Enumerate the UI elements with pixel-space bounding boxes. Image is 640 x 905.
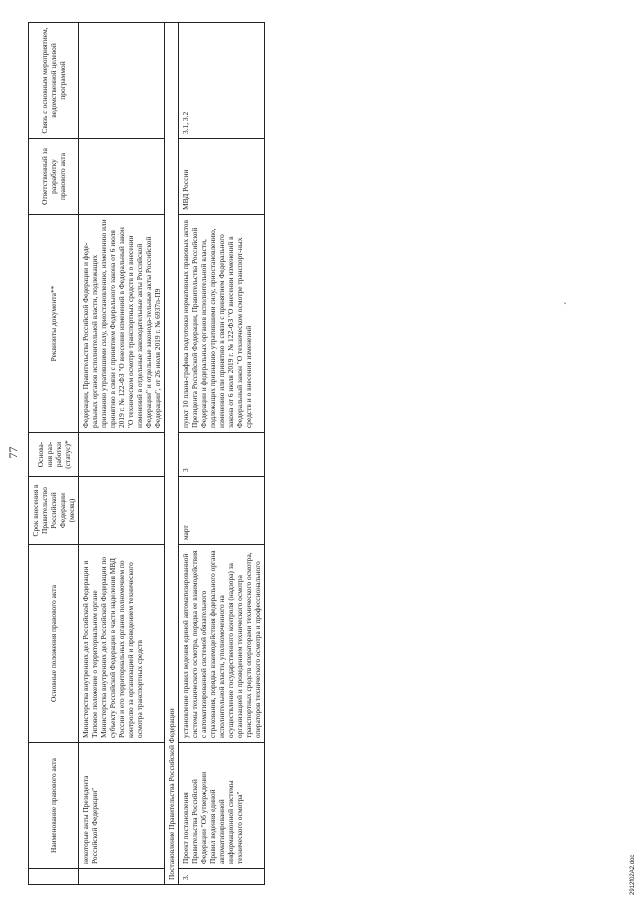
deadline-cell <box>79 477 165 545</box>
header-basis: Основа-ния раз-работки (статус)* <box>29 433 79 477</box>
responsible-cell <box>79 139 165 215</box>
requisites-cell: Федерации, Правительства Российской Федерации и феде-ральных органов исполнительной власти, подлежащих признанию утратившими силу, приостановлению, изменению или принятию в связи с принятием Федерального закона от 6 июля 2019 г. № 122-ФЗ "О внесении изменений в Федеральный закон "О техническом осмотре транспортных средств и о внесении изменений в отдельные законодательные акты Российской Федерации" и отдельные законода-тельные акты Российской Федерации", от 26 июля 2019 г. № 6937п-П9 <box>79 215 165 433</box>
link-cell: 3.1, 3.2 <box>179 23 265 139</box>
page-number: 77 <box>6 446 20 459</box>
provisions-cell: установление правил ведения единой автоматизированной системы технического осмотра, порядка ее взаимодействия с автоматизированной системой обязательного страхования, порядка взаимодействия федерального органа исполнительной власти, уполномоченного на осуществление государственного контроля (надзора) за организацией и проведением технического осмотра транспортных средств операторами технического осмотра, операторов технического осмотра и профессионального <box>179 545 265 743</box>
row-number: 3. <box>179 869 265 885</box>
table-row <box>79 23 165 885</box>
header-link: Связь с основным мероприятием, ведомственной целевой программой <box>29 23 79 139</box>
provisions-cell: Министерства внутренних дел Российской Федерации и Типовое положение о территориальном органе Министерства внутренних дел Российской Федерации по субъекту Российской Федерации в части наделения МВД России и его территориальных органов полномочием по контролю за организацией и проведением технического осмотра транспортных средств <box>79 545 165 743</box>
table-row <box>179 23 265 885</box>
legal-acts-table <box>28 22 265 885</box>
responsible-cell: МВД России <box>179 139 265 215</box>
section-header-row <box>165 23 179 885</box>
basis-cell <box>79 433 165 477</box>
header-number-cell <box>29 869 79 885</box>
header-provisions: Основные положения правового акта <box>29 545 79 743</box>
deadline-cell: март <box>179 477 265 545</box>
link-cell <box>79 23 165 139</box>
header-name: Наименование правового акта <box>29 743 79 869</box>
pen-mark: ˊ <box>564 301 575 305</box>
basis-cell: 3 <box>179 433 265 477</box>
requisites-cell: пункт 10 плана-графика подготовки нормативных правовых актов Президента Российской Федерации, Правительства Российской Федерации и федеральных органов исполнительной власти, подлежащих признанию утратившими силу, приостановлению, изменению или принятию в связи с принятием Федерального закона от 6 июля 2019 г. № 122-ФЗ "О внесении изменений в Федеральный закон "О техническом осмотре транспорт-ных средств и о внесении изменений <box>179 215 265 433</box>
header-row <box>29 23 79 885</box>
header-deadline: Срок внесения в Правительство Российской Федерации (месяц) <box>29 477 79 545</box>
header-responsible: Ответственный за разработку правового акта <box>29 139 79 215</box>
act-name-cell: Проект постановления Правительства Российской Федерации "Об утверждении Правил ведения единой автоматизированной информационной системы технического осмотра" <box>179 743 265 869</box>
act-name-cell: некоторые акты Президента Российской Федерации" <box>79 743 165 869</box>
section-title: Постановление Правительства Российской Федерации <box>165 23 179 885</box>
header-requisites: Реквизиты документа** <box>29 215 79 433</box>
row-number-cell <box>79 869 165 885</box>
document-code: 2912f02A2.doc <box>630 854 636 895</box>
